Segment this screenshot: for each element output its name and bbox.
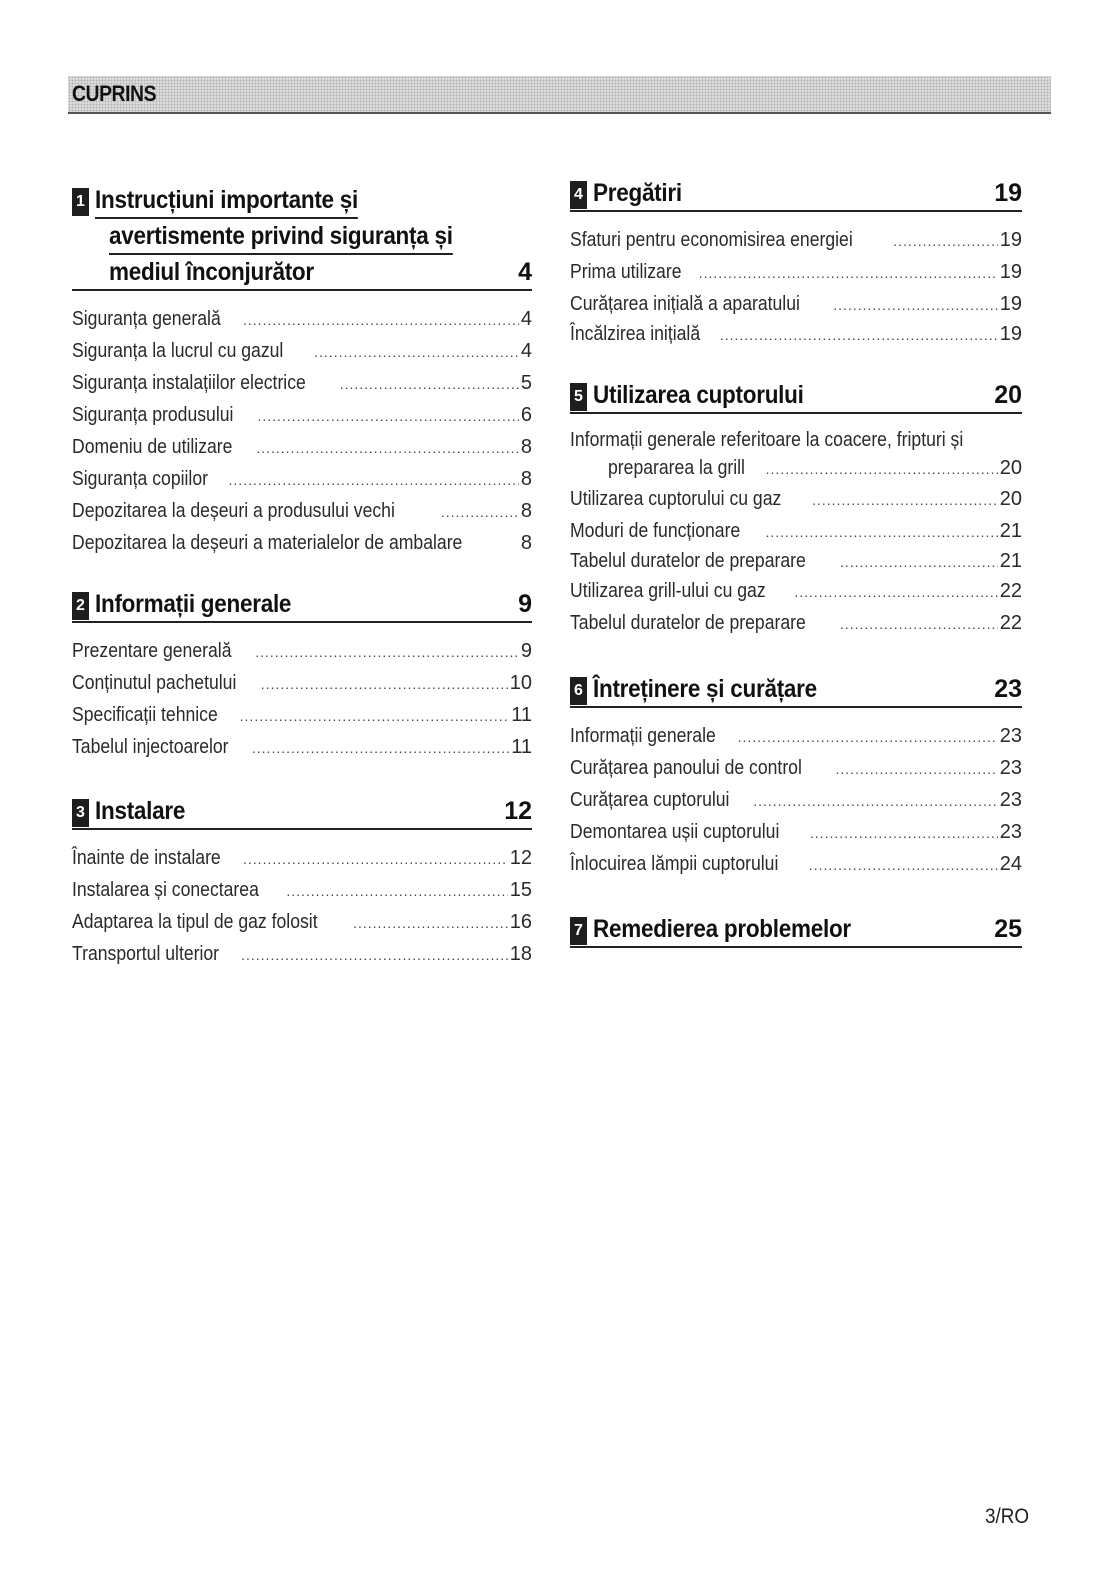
toc-entry[interactable] [570,515,1022,547]
leader-dots [753,785,998,817]
section-title: Instalare [95,797,186,825]
toc-entry-title: Curățarea cuptorului [570,789,730,811]
toc-entry-title: Demontarea ușii cuptorului [570,821,780,843]
leader-dots [720,321,998,349]
toc-entry-page: 22 [999,580,1022,602]
toc-entry-page: 8 [520,532,532,554]
toc-entry-title: Încălzirea inițială [570,323,701,345]
leader-dots [840,608,998,640]
toc-entry-page: 19 [999,261,1022,283]
toc-entry-title-line-2: prepararea la grill [608,457,745,479]
leader-dots [252,732,509,764]
section-2-heading[interactable] [72,587,532,623]
section-title: Pregătiri [593,179,682,207]
toc-entry-title: Depozitarea la deșeuri a produsului vechi [72,500,395,522]
toc-entry-title: Înainte de instalare [72,847,221,869]
section-title-line-3: mediul înconjurător [109,258,314,286]
toc-entry-title: Depozitarea la deșeuri a materialelor de ambalare [72,532,463,554]
section-title: Utilizarea cuptorului [593,381,804,409]
section-page-number: 19 [994,179,1022,207]
toc-entry[interactable] [72,906,532,938]
section-page-number: 9 [518,590,532,618]
toc-entry[interactable] [72,303,532,335]
toc-entry[interactable] [72,667,532,699]
toc-entry-page: 4 [520,340,532,362]
section-number-badge: 5 [570,383,587,411]
leader-dots [810,817,998,849]
toc-entry[interactable] [570,575,1022,607]
leader-dots [229,464,519,496]
section-6 [570,672,1022,880]
toc-entry-title: Instalarea și conectarea [72,879,259,901]
section-5-heading[interactable] [570,378,1022,414]
section-number-badge: 2 [72,592,89,620]
toc-entry-title: Siguranța instalațiilor electrice [72,372,306,394]
section-7 [570,912,1022,948]
toc-entry[interactable] [570,547,1022,575]
toc-entry-page: 23 [999,821,1022,843]
toc-entry[interactable] [570,784,1022,816]
toc-entry[interactable] [72,335,532,367]
section-4-entries [570,224,1022,348]
toc-entry-page: 15 [509,879,532,901]
toc-entry[interactable] [570,848,1022,880]
leader-dots [243,843,508,875]
leader-dots [794,576,997,608]
toc-entry-title: Siguranța produsului [72,404,234,426]
section-page-number: 20 [994,381,1022,409]
section-4 [570,176,1022,348]
toc-entry-title: Siguranța copiilor [72,468,208,490]
toc-entry-title: Transportul ulterior [72,943,220,965]
toc-entry[interactable] [72,699,532,731]
toc-entry-page: 23 [999,789,1022,811]
toc-entry-title: Specificații tehnice [72,704,218,726]
toc-entry-page: 5 [520,372,532,394]
section-6-entries [570,720,1022,880]
leader-dots [441,496,519,528]
toc-entry-title: Prezentare generală [72,640,232,662]
leader-dots [256,432,519,464]
leader-dots [340,368,519,400]
leader-dots [699,257,998,289]
toc-entry[interactable] [72,527,532,559]
toc-entry[interactable] [570,288,1022,320]
toc-entry-page: 19 [999,323,1022,345]
toc-entry-page: 11 [511,704,532,726]
toc-entry-page: 19 [999,293,1022,315]
section-1 [72,183,532,559]
toc-entry[interactable] [72,495,532,527]
toc-entry-page: 12 [509,847,532,869]
section-title: Informații generale [95,590,292,618]
toc-entry[interactable] [72,874,532,906]
toc-entry[interactable] [72,938,532,970]
toc-entry-title: Curățarea panoului de control [570,757,802,779]
toc-entry-title: Siguranța la lucrul cu gazul [72,340,284,362]
toc-entry[interactable] [570,607,1022,639]
toc-entry-title: Tabelul duratelor de preparare [570,550,806,572]
toc-entry-page: 9 [520,640,532,662]
leader-dots [893,225,997,257]
toc-entry-title: Utilizarea cuptorului cu gaz [570,488,782,510]
leader-dots [833,289,997,321]
toc-entry-page: 4 [520,308,532,330]
leader-dots [353,907,508,939]
section-2-entries [72,635,532,763]
toc-entry-page: 10 [509,672,532,694]
leader-dots [812,484,998,516]
leader-dots [286,875,507,907]
leader-dots [518,528,519,560]
toc-entry-page: 11 [511,736,532,758]
section-page-number: 4 [518,258,532,286]
toc-entry[interactable] [570,320,1022,348]
section-3-entries [72,842,532,970]
section-6-heading[interactable] [570,672,1022,708]
toc-entry-page: 23 [999,725,1022,747]
section-page-number: 12 [504,797,532,825]
leader-dots [243,304,519,336]
section-page-number: 25 [994,915,1022,943]
toc-entry[interactable] [72,463,532,495]
section-number-badge: 4 [570,181,587,209]
toc-entry-title: Utilizarea grill-ului cu gaz [570,580,766,602]
toc-entry[interactable] [72,367,532,399]
toc-entry[interactable] [72,635,532,667]
toc-entry-page: 21 [999,520,1022,542]
toc-entry[interactable] [72,431,532,463]
section-4-heading[interactable] [570,176,1022,212]
leader-dots [314,336,519,368]
section-page-number: 23 [994,675,1022,703]
toc-entry-page: 8 [520,500,532,522]
toc-entry-page: 16 [509,911,532,933]
section-title: Remedierea problemelor [593,915,851,943]
toc-entry-page: 18 [509,943,532,965]
leader-dots [261,668,508,700]
footer-page-number: 3/RO [985,1505,1030,1528]
toc-entry-page: 6 [520,404,532,426]
toc-entry-page: 23 [999,757,1022,779]
section-title-line-2: avertismente privind siguranța și [109,219,453,255]
leader-dots [255,636,519,668]
header-bar [68,76,1051,114]
toc-entry-page: 20 [999,457,1022,479]
toc-entry[interactable] [570,816,1022,848]
toc-entry-title: Moduri de funcționare [570,520,741,542]
toc-entry-page: 21 [999,550,1022,572]
toc-entry-title: Domeniu de utilizare [72,436,233,458]
toc-entry-page: 8 [520,436,532,458]
section-1-entries [72,303,532,559]
section-1-heading[interactable] [72,183,532,291]
section-5 [570,378,1022,639]
toc-entry[interactable] [570,426,1022,483]
toc-entry[interactable] [72,731,532,763]
section-title: Întreținere și curățare [593,675,817,703]
toc-entry[interactable] [570,720,1022,752]
section-title-line-1: Instrucțiuni importante și [95,183,358,219]
section-7-heading[interactable] [570,912,1022,948]
toc-entry-title: Tabelul injectoarelor [72,736,229,758]
toc-entry-title: Informații generale [570,725,716,747]
toc-entry-title: Adaptarea la tipul de gaz folosit [72,911,318,933]
toc-entry-page: 24 [999,853,1022,875]
toc-entry[interactable] [570,224,1022,256]
toc-entry-title: Conținutul pachetului [72,672,237,694]
section-number-badge: 7 [570,917,587,945]
leader-dots [766,455,998,483]
toc-entry-page: 22 [999,612,1022,634]
toc-entry-title: Sfaturi pentru economisirea energiei [570,229,853,251]
toc-entry-title: Siguranța generală [72,308,221,330]
toc-entry-title: Prima utilizare [570,261,682,283]
leader-dots [765,516,997,548]
leader-dots [738,721,998,753]
section-3-heading[interactable] [72,794,532,830]
leader-dots [240,700,510,732]
toc-entry[interactable] [570,256,1022,288]
toc-entry-title: Înlocuirea lămpii cuptorului [570,853,779,875]
toc-entry[interactable] [72,399,532,431]
toc-entry-page: 19 [999,229,1022,251]
toc-entry[interactable] [72,842,532,874]
leader-dots [257,400,518,432]
leader-dots [836,753,998,785]
leader-dots [241,939,508,971]
leader-dots [840,548,998,576]
toc-entry-title: Curățarea inițială a aparatului [570,293,800,315]
page-title: CUPRINS [72,81,157,106]
toc-entry-page: 20 [999,488,1022,510]
toc-entry[interactable] [570,483,1022,515]
section-number-badge: 1 [72,188,89,216]
toc-entry-title: Tabelul duratelor de preparare [570,612,806,634]
section-5-entries [570,426,1022,639]
leader-dots [809,849,998,881]
section-2 [72,587,532,763]
toc-entry-page: 8 [520,468,532,490]
toc-entry[interactable] [570,752,1022,784]
section-number-badge: 6 [570,677,587,705]
section-number-badge: 3 [72,799,89,827]
section-3 [72,794,532,970]
toc-entry-title-line-1: Informații generale referitoare la coacere, fripturi și [570,429,964,451]
